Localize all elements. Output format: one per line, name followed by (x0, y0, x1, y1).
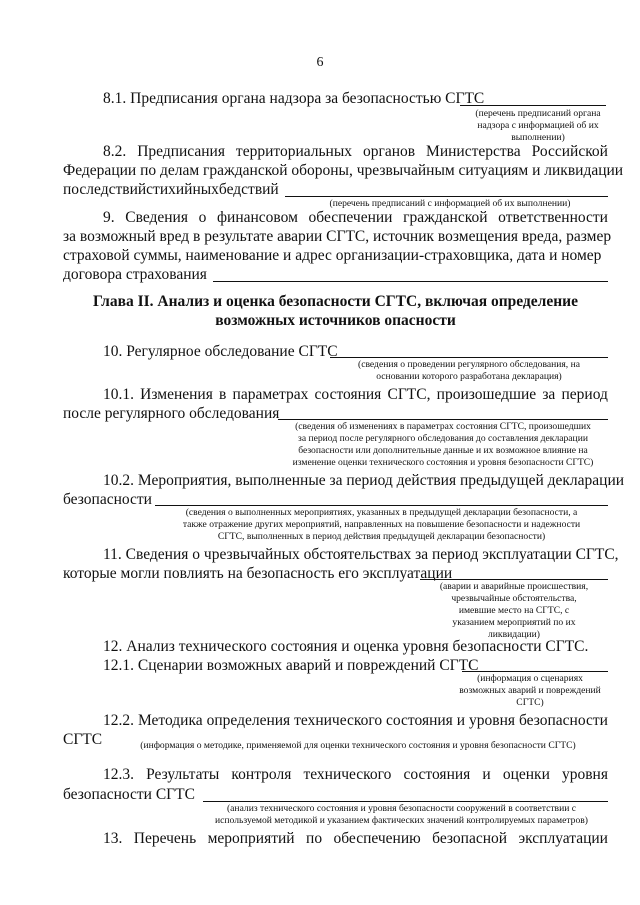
section-9-fill-line (213, 281, 608, 282)
word: территориальных (235, 143, 353, 160)
section-12-2-note: (информация о методике, применяемой для оценки технического состояния и уровня безопасности СГТС) (108, 740, 608, 752)
word: и (456, 712, 466, 729)
section-10-1-line-1 (103, 386, 608, 404)
section-12-text: 12. Анализ технического состояния и оценка уровня безопасности СГТС. (103, 638, 589, 655)
word: уровня (469, 712, 516, 729)
word: гражданской (403, 209, 488, 226)
word: Министерства (426, 143, 521, 160)
section-12-3-note-1: (анализ технического состояния и уровня безопасности сооружений в соответствии с (226, 803, 576, 814)
word: последствий (63, 181, 147, 198)
word: 8.2. (103, 143, 127, 160)
word: бедствий (218, 181, 279, 198)
section-12-3-line-1 (103, 766, 608, 784)
word: эксплуатации (518, 830, 608, 847)
word: определения (206, 712, 291, 729)
word: ответственности (498, 209, 608, 226)
word: 10.1. (103, 386, 134, 403)
section-8-2-fill-line (285, 196, 608, 197)
section-12-1-fill-line (462, 671, 608, 672)
section-10-text: 10. Регулярное обследование СГТС (103, 343, 338, 360)
section-10-2-note-3: СГТС, выполненных в период действия предыдущей декларации безопасности) (217, 531, 546, 542)
word: произошедшие (436, 386, 537, 403)
word: мероприятий (207, 830, 295, 847)
section-10-note-2: основании которого разработана декларация) (376, 371, 562, 382)
chapter-2-heading-line-1: Глава II. Анализ и оценка безопасности СГТС, включая определение (93, 293, 578, 310)
section-11-fill-line (420, 579, 608, 580)
word: о (198, 209, 207, 226)
section-12-2-line-2: СГТС (63, 731, 103, 748)
section-12-3-note-2: используемой методикой и указанием фактических значений контролируемых параметров) (215, 815, 588, 826)
word: состояния (386, 712, 453, 729)
word: Российской (531, 143, 608, 160)
section-10-2-note-1: (сведения о выполненных мероприятиях, указанных в предыдущей декларации безопасности, а (185, 507, 578, 518)
section-12-2-line-1 (103, 712, 608, 730)
section-11-note-1: (аварии и аварийные происшествия, (439, 581, 589, 592)
page-number: 6 (316, 55, 324, 70)
section-8-2-line-3 (63, 181, 278, 199)
section-8-1-text: 8.1. Предписания органа надзора за безопасностью СГТС (103, 90, 485, 107)
section-8-1-note-2: надзора с информацией об их (477, 120, 599, 131)
section-11-line-1: 11. Сведения о чрезвычайных обстоятельствах за период эксплуатации СГТС, (103, 546, 619, 563)
word: обеспечении (308, 209, 393, 226)
section-10-2-fill-line (155, 505, 608, 506)
word: Сведения (125, 209, 188, 226)
section-12-1-note-2: возможных аварий и повреждений (459, 685, 601, 696)
section-9-line-1 (103, 209, 608, 227)
word: по (306, 830, 323, 847)
section-8-2-line-2: Федерации по делам гражданской обороны, чрезвычайным ситуациям и ликвидации (63, 162, 624, 179)
word: стихийных (146, 181, 219, 198)
section-12-1-note-1: (информация о сценариях (477, 673, 583, 684)
word: оценки (502, 766, 550, 783)
word: Перечень (133, 830, 197, 847)
word: 9. (103, 209, 115, 226)
word: обеспечению (333, 830, 421, 847)
section-10-1-fill-line (278, 419, 608, 420)
section-11-note-2: чрезвычайные обстоятельства, (451, 593, 577, 604)
section-8-2-note: (перечень предписаний с информацией об их выполнении) (329, 198, 571, 209)
section-10-2-line-2: безопасности (63, 491, 152, 508)
word: органов (362, 143, 416, 160)
section-9-line-4: договора страхования (63, 266, 207, 283)
word: уровня (561, 766, 608, 783)
section-10-2-line-1: 10.2. Мероприятия, выполненные за период действия предыдущей декларации (103, 472, 625, 489)
word: и (482, 766, 491, 783)
section-8-2-line-1 (103, 143, 608, 161)
word: Методика (137, 712, 203, 729)
word: состояния (314, 386, 382, 403)
chapter-2-heading-line-2: возможных источников опасности (215, 312, 456, 329)
word: безопасной (432, 830, 508, 847)
section-10-fill-line (330, 357, 608, 358)
section-12-1-note-3: СГТС) (516, 697, 544, 708)
section-10-1-note-4: изменение оценки технического состояния и уровня безопасности СГТС) (292, 457, 594, 468)
section-12-1-text: 12.1. Сценарии возможных аварий и повреждений СГТС (103, 657, 479, 674)
section-9-line-3: страховой суммы, наименование и адрес организации-страховщика, дата и номер (63, 247, 602, 264)
section-8-1-fill-line (460, 105, 606, 106)
word: параметрах (232, 386, 309, 403)
word: 13. (103, 830, 123, 847)
section-8-1-note-1: (перечень предписаний органа (475, 108, 601, 119)
word: Результаты (146, 766, 220, 783)
section-9-line-2: за возможный вред в результате аварии СГТС, источник возмещения вреда, размер (63, 228, 612, 245)
word: контроля (231, 766, 292, 783)
section-11-note-3: имевшие место на СГТС, с (458, 605, 570, 616)
section-13-line-1 (103, 830, 608, 848)
section-11-note-4: указанием мероприятий по их (452, 617, 576, 628)
word: безопасности (518, 712, 608, 729)
section-10-1-note-3: безопасности или дополнительные данные и их возможное влияние на (298, 445, 588, 456)
word: 12.2. (103, 712, 134, 729)
word: в (219, 386, 227, 403)
word: финансовом (216, 209, 298, 226)
section-10-2-note-2: также отражение других мероприятий, направленных на повышение безопасности и надежности (182, 519, 581, 530)
section-11-line-2: которые могли повлиять на безопасность его эксплуатации (63, 565, 453, 582)
word: за (542, 386, 556, 403)
section-10-1-line-2: после регулярного обследования (63, 405, 280, 422)
word: период (561, 386, 608, 403)
section-12-3-fill-line (203, 801, 608, 802)
word: состояния (403, 766, 471, 783)
section-8-1-note-3: выполнении) (511, 132, 565, 143)
section-10-1-note-1: (сведения об изменениях в параметрах состояния СГТС, произошедших (295, 421, 591, 432)
word: СГТС, (387, 386, 431, 403)
section-10-note-1: (сведения о проведении регулярного обследования, на (358, 359, 580, 370)
word: Предписания (137, 143, 225, 160)
word: Изменения (140, 386, 213, 403)
section-10-1-note-2: за период после регулярного обследования до составления декларации (298, 433, 588, 444)
section-11-note-5: ликвидации) (488, 629, 540, 640)
word: технического (294, 712, 383, 729)
section-12-3-line-2: безопасности СГТС (63, 786, 195, 803)
word: технического (303, 766, 392, 783)
word: 12.3. (103, 766, 134, 783)
